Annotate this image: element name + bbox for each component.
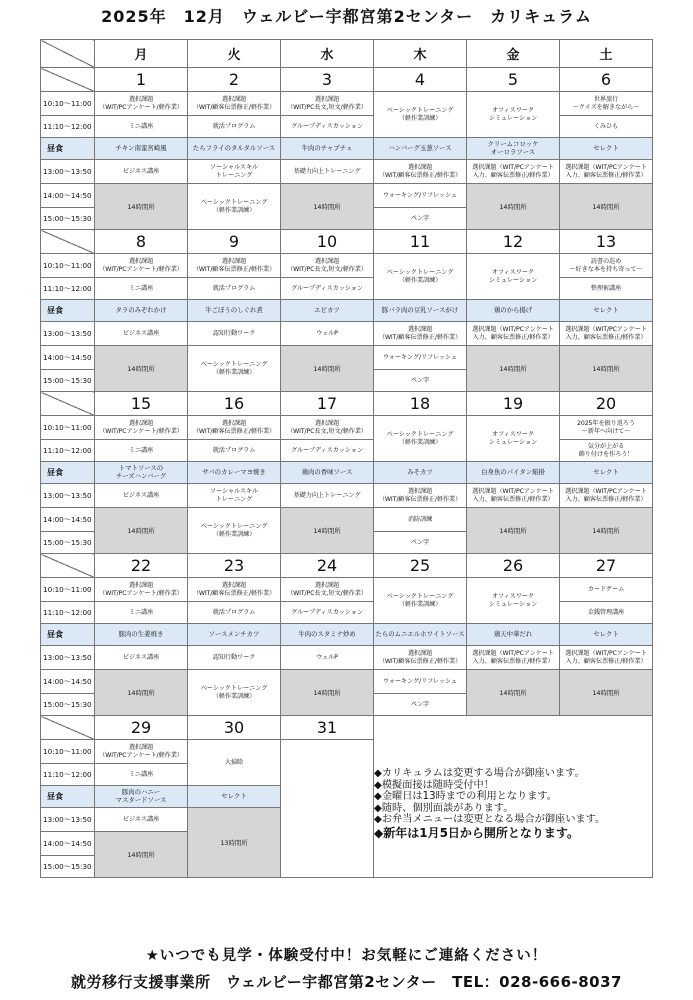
activity-cell: 選択課題 （WIT/顧客伝票修正/軽作業）	[188, 578, 281, 602]
activity-cell: ベーシックトレーニング （軽作業訓練）	[374, 92, 467, 138]
activity-cell: 選択課題 （WIT/顧客伝票修正/軽作業）	[374, 322, 467, 346]
date-number: 24	[281, 554, 374, 578]
activity-cell: 読書の巡め ～好きな本を持ち寄って～	[560, 254, 653, 278]
date-number: 4	[374, 68, 467, 92]
closed-cell: 14時閉所	[95, 508, 188, 554]
lunch-menu: タラのみぞれかけ	[95, 300, 188, 322]
closed-cell: 14時閉所	[467, 508, 560, 554]
lunch-menu: 鶏のから揚げ	[467, 300, 560, 322]
activity-cell: ベーシックトレーニング （軽作業訓練）	[374, 578, 467, 624]
lunch-menu: たらのムニエルホワイトソース	[374, 624, 467, 646]
time-label: 11:10～12:00	[41, 278, 95, 300]
day-header: 土	[560, 40, 653, 68]
activity-cell: ミニ講座	[95, 764, 188, 786]
lunch-label: 昼食	[41, 624, 95, 646]
activity-cell: ビジネス講座	[95, 808, 188, 832]
activity-cell: 整理術講座	[560, 278, 653, 300]
activity-cell: 就活プログラム	[188, 278, 281, 300]
activity-cell: 選択課題（WIT/PCアンケート 入力、顧客伝票修正/軽作業）	[467, 322, 560, 346]
activity-cell: オフィスワーク シミュレーション	[467, 578, 560, 624]
date-number: 10	[281, 230, 374, 254]
day-header: 木	[374, 40, 467, 68]
time-label: 10:10～11:00	[41, 578, 95, 602]
activity-cell: 選択課題 （WIT/顧客伝票修正/軽作業）	[374, 160, 467, 184]
time-label: 13:00～13:50	[41, 808, 95, 832]
activity-cell: 基礎力向上トレーニング	[281, 484, 374, 508]
activity-cell: ウォーキング/リフレッシュ	[374, 184, 467, 208]
day-header: 火	[188, 40, 281, 68]
activity-cell: ミニ講座	[95, 278, 188, 300]
closed-cell: 14時閉所	[95, 670, 188, 716]
activity-cell: 2025年を振り返ろう ～新年へ向けて～	[560, 416, 653, 440]
closed-cell: 14時閉所	[560, 184, 653, 230]
activity-cell: 選択課題（WIT/PCアンケート 入力、顧客伝票修正/軽作業）	[560, 484, 653, 508]
lunch-menu: クリームコロッケ オーロラソース	[467, 138, 560, 160]
lunch-menu: エビカツ	[281, 300, 374, 322]
lunch-label: 昼食	[41, 462, 95, 484]
notes-box	[374, 768, 654, 840]
closed-cell: 14時閉所	[95, 184, 188, 230]
date-number: 5	[467, 68, 560, 92]
activity-cell: くみひも	[560, 116, 653, 138]
date-number: 15	[95, 392, 188, 416]
lunch-menu: みそカツ	[374, 462, 467, 484]
activity-cell: 選択課題 （WIT/顧客伝票修正/軽作業）	[188, 416, 281, 440]
header-corner	[41, 40, 95, 68]
lunch-menu: セレクト	[560, 300, 653, 322]
lunch-menu: セレクト	[560, 138, 653, 160]
closed-cell: 14時閉所	[467, 670, 560, 716]
activity-cell: ウォーキング/リフレッシュ	[374, 346, 467, 370]
activity-cell: 選択課題（WIT/PCアンケート 入力、顧客伝票修正/軽作業）	[560, 646, 653, 670]
activity-cell: 選択課題 （WIT/PCアンケート/軽作業）	[95, 254, 188, 278]
note-line: ◆お弁当メニューは変更となる場合が御座います。	[374, 814, 606, 826]
activity-cell: 選択課題（WIT/PCアンケート 入力、顧客伝票修正/軽作業）	[467, 484, 560, 508]
lunch-menu: 白身魚のパイタン餡掛	[467, 462, 560, 484]
time-label: 10:10～11:00	[41, 92, 95, 116]
date-number: 8	[95, 230, 188, 254]
date-number: 26	[467, 554, 560, 578]
activity-cell: 世界旅行 ～クイズを解きながら～	[560, 92, 653, 116]
week-corner	[41, 554, 95, 578]
activity-cell: 選択課題（WIT/PCアンケート 入力、顧客伝票修正/軽作業）	[467, 646, 560, 670]
activity-cell: 就活プログラム	[188, 116, 281, 138]
lunch-menu: 鶏肉の香味ソース	[281, 462, 374, 484]
date-number: 27	[560, 554, 653, 578]
date-number: 16	[188, 392, 281, 416]
date-number: 30	[188, 716, 281, 740]
time-label: 15:00～15:30	[41, 370, 95, 392]
date-number: 31	[281, 716, 374, 740]
activity-cell: グループディスカッション	[281, 440, 374, 462]
activity-cell: グループディスカッション	[281, 116, 374, 138]
time-label: 14:00～14:50	[41, 184, 95, 208]
lunch-label: 昼食	[41, 300, 95, 322]
activity-cell: ペン字	[374, 370, 467, 392]
activity-cell: ミニ講座	[95, 440, 188, 462]
activity-cell: 選択課題 （WIT/PC長文,短文/軽作業）	[281, 416, 374, 440]
activity-cell: ミニ講座	[95, 116, 188, 138]
closed-cell: 14時閉所	[95, 346, 188, 392]
lunch-menu: トマトソースの チーズハンバーグ	[95, 462, 188, 484]
activity-cell: ベーシックトレーニング （軽作業訓練）	[374, 254, 467, 300]
activity-cell: ベーシックトレーニング （軽作業訓練）	[374, 416, 467, 462]
activity-cell: 選択課題 （WIT/PCアンケート/軽作業）	[95, 92, 188, 116]
activity-cell: 選択課題 （WIT/顧客伝票修正/軽作業）	[374, 484, 467, 508]
activity-cell: オフィスワーク シミュレーション	[467, 92, 560, 138]
date-number: 19	[467, 392, 560, 416]
note-line: ◆模擬面接は随時受付中！	[374, 779, 494, 791]
lunch-menu: 牛肉のスタミナ炒め	[281, 624, 374, 646]
closed-cell: 14時閉所	[281, 508, 374, 554]
time-label: 11:10～12:00	[41, 440, 95, 462]
time-label: 13:00～13:50	[41, 160, 95, 184]
lunch-menu: ソースメンチカツ	[188, 624, 281, 646]
lunch-menu: チキン南蛮宮崎風	[95, 138, 188, 160]
time-label: 15:00～15:30	[41, 532, 95, 554]
lunch-menu: セレクト	[560, 624, 653, 646]
activity-cell: 金銭管理講座	[560, 602, 653, 624]
date-number: 3	[281, 68, 374, 92]
activity-cell: 就活プログラム	[188, 602, 281, 624]
week-corner	[41, 392, 95, 416]
note-line: ◆カリキュラムは変更する場合が御座います。	[374, 768, 585, 779]
week-corner	[41, 716, 95, 740]
activity-cell: 選択課題 （WIT/PCアンケート/軽作業）	[95, 416, 188, 440]
lunch-menu: 牛肉のチャプチェ	[281, 138, 374, 160]
time-label: 10:10～11:00	[41, 740, 95, 764]
lunch-menu: 牛ごぼうのしぐれ煮	[188, 300, 281, 322]
empty-cell	[281, 740, 374, 878]
date-number: 23	[188, 554, 281, 578]
time-label: 13:00～13:50	[41, 322, 95, 346]
lunch-menu: 鶏天中華だれ	[467, 624, 560, 646]
lunch-label: 昼食	[41, 138, 95, 160]
activity-cell: 気分が上がる 飾り付けを作ろう！	[560, 440, 653, 462]
time-label: 14:00～14:50	[41, 346, 95, 370]
activity-cell: オフィスワーク シミュレーション	[467, 254, 560, 300]
time-label: 14:00～14:50	[41, 832, 95, 856]
closed-cell: 14時閉所	[281, 670, 374, 716]
activity-cell: 認知行動ワーク	[188, 646, 281, 670]
curriculum-calendar	[40, 39, 653, 878]
note-new-year: ◆新年は1月5日から開所となります。	[374, 825, 579, 840]
date-number: 11	[374, 230, 467, 254]
activity-cell: グループディスカッション	[281, 278, 374, 300]
time-label: 15:00～15:30	[41, 208, 95, 230]
lunch-menu: ハンバーグ玉葱ソース	[374, 138, 467, 160]
date-number: 29	[95, 716, 188, 740]
date-number: 13	[560, 230, 653, 254]
time-label: 13:00～13:50	[41, 646, 95, 670]
activity-cell: 認知行動ワーク	[188, 322, 281, 346]
activity-cell: 就活プログラム	[188, 440, 281, 462]
activity-cell: ソーシャルスキル トレーニング	[188, 160, 281, 184]
date-number: 1	[95, 68, 188, 92]
time-label: 14:00～14:50	[41, 508, 95, 532]
footer-invitation: ★いつでも見学・体験受付中！お気軽にご連絡ください！	[145, 948, 548, 964]
lunch-menu: 豚肉の生姜焼き	[95, 624, 188, 646]
activity-cell: ウェルP	[281, 322, 374, 346]
activity-cell: ウェルP	[281, 646, 374, 670]
activity-cell: 選択課題 （WIT/PCアンケート/軽作業）	[95, 740, 188, 764]
time-label: 15:00～15:30	[41, 856, 95, 878]
lunch-menu: セレクト	[560, 462, 653, 484]
date-number: 20	[560, 392, 653, 416]
date-number: 18	[374, 392, 467, 416]
activity-cell: 選択課題（WIT/PCアンケート 入力、顧客伝票修正/軽作業）	[467, 160, 560, 184]
lunch-menu: サバのカレーマヨ焼き	[188, 462, 281, 484]
date-number: 2	[188, 68, 281, 92]
activity-cell: ビジネス講座	[95, 646, 188, 670]
activity-cell: ビジネス講座	[95, 484, 188, 508]
closed-cell: 14時閉所	[281, 184, 374, 230]
closed-cell: 14時閉所	[467, 346, 560, 392]
day-header: 水	[281, 40, 374, 68]
closed-cell: 14時閉所	[560, 346, 653, 392]
activity-cell: 選択課題 （WIT/PC長文,短文/軽作業）	[281, 92, 374, 116]
activity-cell: 選択課題 （WIT/顧客伝票修正/軽作業）	[188, 254, 281, 278]
date-number: 25	[374, 554, 467, 578]
lunch-menu: 豚肉のハニー マスタードソース	[95, 786, 188, 808]
time-label: 11:10～12:00	[41, 764, 95, 786]
note-line: ◆随時、個別面談があります。	[374, 802, 514, 814]
date-number: 22	[95, 554, 188, 578]
lunch-menu: 豚バラ肉の豆乳ソースがけ	[374, 300, 467, 322]
activity-cell: ペン字	[374, 208, 467, 230]
lunch-menu: セレクト	[188, 786, 281, 808]
activity-cell: 選択課題 （WIT/PC長文,短文/軽作業）	[281, 254, 374, 278]
closed-cell: 14時閉所	[95, 832, 188, 878]
closed-cell: 14時閉所	[281, 346, 374, 392]
date-number: 17	[281, 392, 374, 416]
lunch-label: 昼食	[41, 786, 95, 808]
activity-cell: 選択課題 （WIT/顧客伝票修正/軽作業）	[188, 92, 281, 116]
week-corner	[41, 68, 95, 92]
activity-cell: ミニ講座	[95, 602, 188, 624]
day-header: 金	[467, 40, 560, 68]
activity-cell: 選択課題 （WIT/PCアンケート/軽作業）	[95, 578, 188, 602]
date-number: 6	[560, 68, 653, 92]
week-corner	[41, 230, 95, 254]
time-label: 10:10～11:00	[41, 416, 95, 440]
activity-cell: ビジネス講座	[95, 322, 188, 346]
lunch-menu: たらフライのタルタルソース	[188, 138, 281, 160]
activity-cell: 選択課題 （WIT/PC長文,短文/軽作業）	[281, 578, 374, 602]
activity-cell: ペン字	[374, 694, 467, 716]
day-header: 月	[95, 40, 188, 68]
activity-cell: グループディスカッション	[281, 602, 374, 624]
date-number: 9	[188, 230, 281, 254]
activity-cell: ベーシックトレーニング （軽作業訓練）	[188, 670, 281, 716]
date-number: 12	[467, 230, 560, 254]
footer-contact: 就労移行支援事業所 ウェルビー宇都宮第2センター TEL：028-666-8037	[71, 973, 622, 991]
time-label: 14:00～14:50	[41, 670, 95, 694]
closed-cell: 14時閉所	[560, 508, 653, 554]
activity-cell: 基礎力向上トレーニング	[281, 160, 374, 184]
note-line: ◆金曜日は13時までの利用となります。	[374, 791, 557, 803]
activity-cell: ベーシックトレーニング （軽作業訓練）	[188, 508, 281, 554]
activity-cell: ペン字	[374, 532, 467, 554]
activity-cell: 選択課題 （WIT/顧客伝票修正/軽作業）	[374, 646, 467, 670]
activity-cell: ビジネス講座	[95, 160, 188, 184]
activity-cell: ベーシックトレーニング （軽作業訓練）	[188, 184, 281, 230]
closed-cell: 14時閉所	[467, 184, 560, 230]
time-label: 11:10～12:00	[41, 602, 95, 624]
activity-cell: 選択課題（WIT/PCアンケート 入力、顧客伝票修正/軽作業）	[560, 160, 653, 184]
activity-cell: ウォーキング/リフレッシュ	[374, 670, 467, 694]
activity-cell: 大掃除	[188, 740, 281, 786]
activity-cell: カードゲーム	[560, 578, 653, 602]
closed-cell: 13時閉所	[188, 808, 281, 878]
time-label: 15:00～15:30	[41, 694, 95, 716]
time-label: 13:00～13:50	[41, 484, 95, 508]
activity-cell: 消防訓練	[374, 508, 467, 532]
activity-cell: 選択課題（WIT/PCアンケート 入力、顧客伝票修正/軽作業）	[560, 322, 653, 346]
page-title: 2025年 12月 ウェルビー宇都宮第2センター カリキュラム	[101, 7, 592, 26]
activity-cell: ベーシックトレーニング （軽作業訓練）	[188, 346, 281, 392]
time-label: 10:10～11:00	[41, 254, 95, 278]
closed-cell: 14時閉所	[560, 670, 653, 716]
time-label: 11:10～12:00	[41, 116, 95, 138]
activity-cell: ソーシャルスキル トレーニング	[188, 484, 281, 508]
activity-cell: オフィスワーク シミュレーション	[467, 416, 560, 462]
